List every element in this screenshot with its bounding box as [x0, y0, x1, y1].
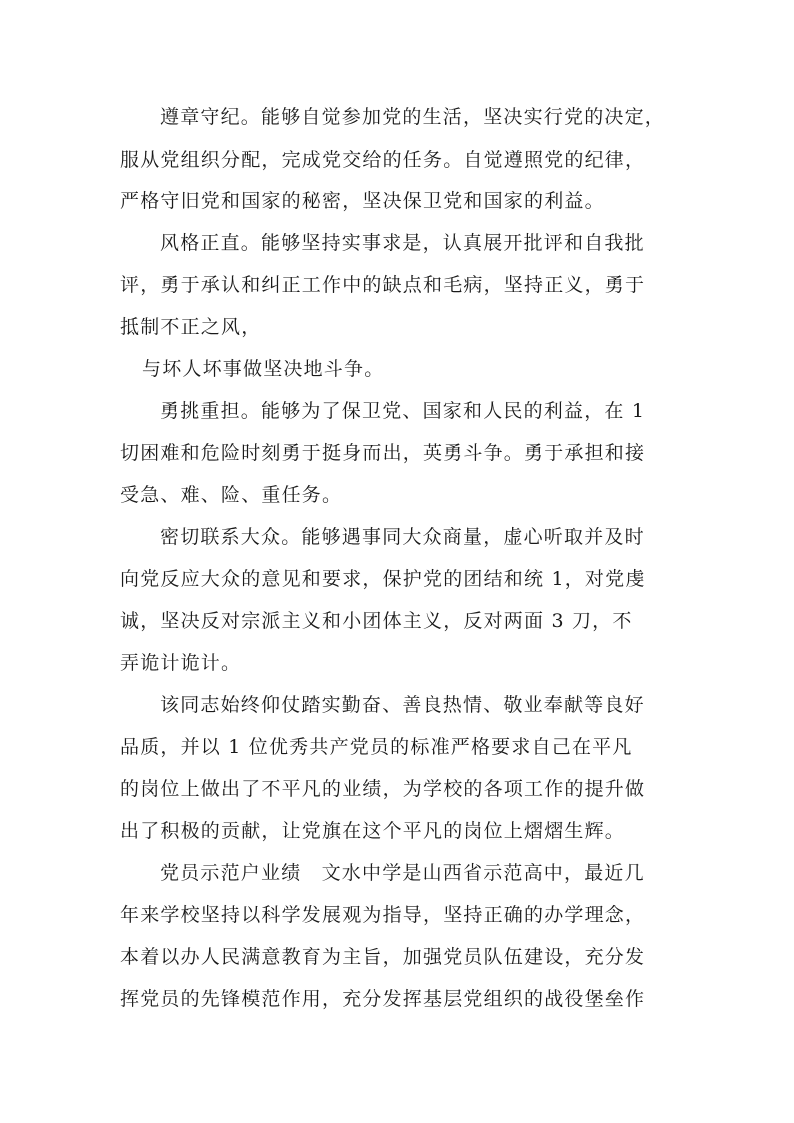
paragraph-line: 遵章守纪。能够自觉参加党的生活，坚决实行党的决定，: [160, 106, 666, 128]
paragraph-line: 切困难和危险时刻勇于挺身而出，英勇斗争。勇于承担和接: [120, 442, 646, 464]
paragraph-line: 弄诡计诡计。: [120, 652, 242, 674]
paragraph-line: 的岗位上做出了不平凡的业绩，为学校的各项工作的提升做: [120, 778, 646, 800]
paragraph-line: 诚，坚决反对宗派主义和小团体主义，反对两面 3 刀，不: [120, 610, 633, 632]
paragraph-line: 与坏人坏事做坚决地斗争。: [142, 358, 385, 380]
paragraph-line: 密切联系大众。能够遇事同大众商量，虚心听取并及时: [160, 526, 645, 548]
paragraph-line: 出了积极的贡献，让党旗在这个平凡的岗位上熠熠生辉。: [120, 820, 626, 842]
paragraph-line: 严格守旧党和国家的秘密，坚决保卫党和国家的利益。: [120, 190, 605, 212]
paragraph-line: 勇挑重担。能够为了保卫党、国家和人民的利益，在 1: [160, 400, 646, 422]
paragraph-line: 风格正直。能够坚持实事求是，认真展开批评和自我批: [160, 232, 645, 254]
paragraph-line: 向党反应大众的意见和要求，保护党的团结和统 1，对党虔: [120, 568, 646, 590]
paragraph-line: 党员示范户业绩 文水中学是山西省示范高中，最近几: [160, 862, 645, 884]
paragraph-line: 评，勇于承认和纠正工作中的缺点和毛病，坚持正义，勇于: [120, 274, 646, 296]
paragraph-line: 抵制不正之风，: [120, 316, 262, 338]
paragraph-line: 年来学校坚持以科学发展观为指导，坚持正确的办学理念，: [120, 904, 646, 926]
paragraph-line: 该同志始终仰仗踏实勤奋、善良热情、敬业奉献等良好: [160, 694, 645, 716]
paragraph-line: 受急、难、险、重任务。: [120, 484, 343, 506]
paragraph-line: 本着以办人民满意教育为主旨，加强党员队伍建设，充分发: [120, 946, 646, 968]
paragraph-line: 服从党组织分配，完成党交给的任务。自觉遵照党的纪律，: [120, 149, 646, 171]
paragraph-line: 品质，并以 1 位优秀共产党员的标准严格要求自己在平凡: [120, 736, 633, 758]
paragraph-line: 挥党员的先锋模范作用，充分发挥基层党组织的战役堡垒作: [120, 988, 646, 1010]
